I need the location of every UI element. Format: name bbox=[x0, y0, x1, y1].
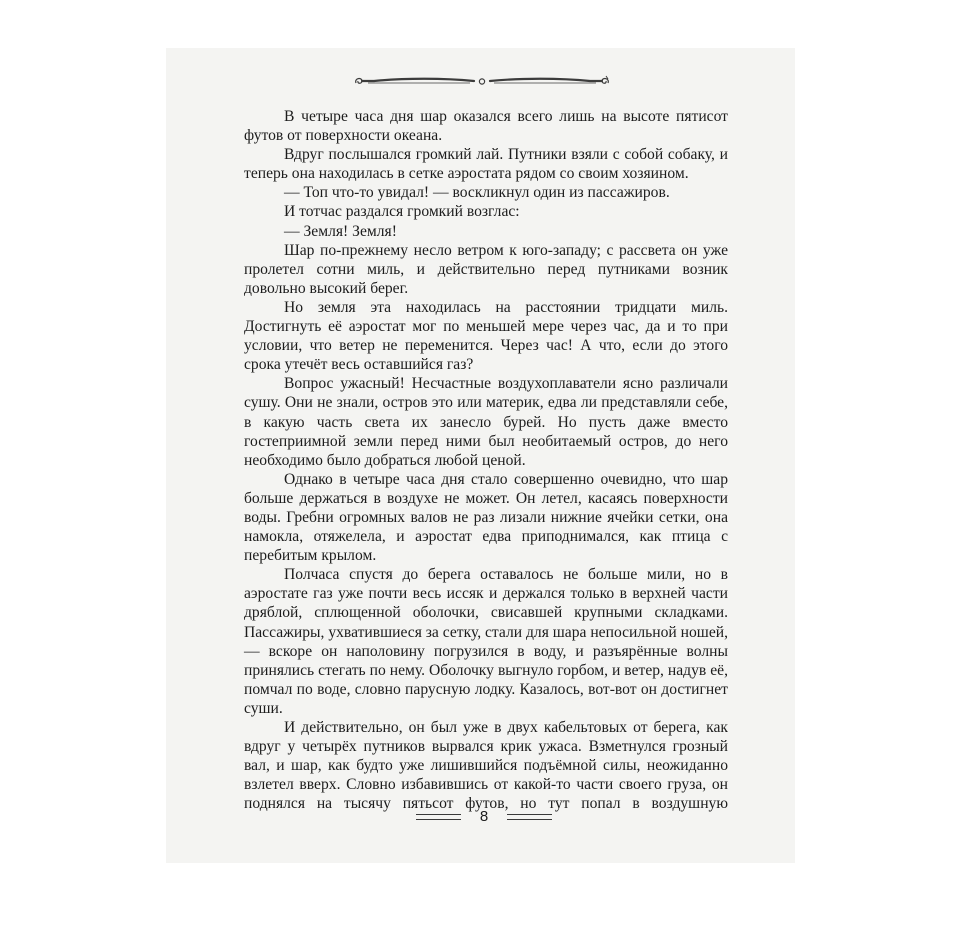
body-text bbox=[244, 107, 728, 813]
page-number: 8 bbox=[479, 808, 489, 825]
paragraph: Однако в четыре часа дня стало совершенно очевидно, что шар больше держаться в воздухе не может. Он летел, касаясь поверхности воды. Гребни огромных валов не раз лизали нижние ячейки сетки, она намокла, отяжелела, и аэростат едва приподнимался, как птица с перебитым крылом. bbox=[244, 470, 728, 565]
paragraph: Но земля эта находилась на расстоянии тридцати миль. Достигнуть её аэростат мог по меньшей мере через час, да и то при условии, что ветер не переменится. Через час! А что, если до этого срока утечёт весь оставшийся газ? bbox=[244, 298, 728, 374]
paragraph: И действительно, он был уже в двух кабельтовых от берега, как вдруг у четырёх путников вырвался крик ужаса. Взметнулся грозный вал, и шар, как будто уже лишившийся подъёмной силы, неожиданно взлетел вверх. Словно избавившись от какой-то части своего груза, он поднялся на тысячу пятьсот футов, но тут попал в воздушную bbox=[244, 719, 728, 813]
book-page bbox=[166, 48, 795, 863]
paragraph: Вопрос ужасный! Несчастные воздухоплаватели ясно различали сушу. Они не знали, остров это или материк, едва ли представляли себе, в какую часть света их занесло бурей. Но пусть даже вместо гостеприимной земли перед ними был необитаемый остров, до него необходимо было добраться любой ценой. bbox=[244, 375, 728, 469]
paragraph: — Топ что-то увидал! — воскликнул один из пассажиров. bbox=[284, 184, 670, 202]
paragraph: Шар по-прежнему несло ветром к юго-западу; с рассвета он уже пролетел сотни миль, и действительно перед путниками возник довольно высокий берег. bbox=[244, 241, 728, 297]
paragraph: В четыре часа дня шар оказался всего лишь на высоте пятисот футов от поверхности океана. bbox=[244, 108, 728, 145]
footer-rule-left bbox=[416, 814, 461, 820]
paragraph: И тотчас раздался громкий возглас: bbox=[284, 203, 520, 221]
paragraph: — Земля! Земля! bbox=[284, 222, 397, 240]
footer-rule-right bbox=[507, 814, 552, 820]
paragraph: Полчаса спустя до берега оставалось не больше мили, но в аэростате газ уже почти весь иссяк и держался только в верхней части дряблой, сплющенной оболочки, свисавшей крупными складками. Пассажиры, ухватившиеся за сетку, стали для шара непосильной ношей, — вскоре он наполовину погрузился в воду, и разъярённые волны принялись стегать по нему. Оболочку выгнуло горбом, и ветер, надув её, помчал по воде, словно парусную лодку. Казалось, вот-вот он достигнет суши. bbox=[244, 566, 728, 717]
page-footer bbox=[416, 807, 552, 827]
header-ornament bbox=[354, 74, 610, 88]
paragraph: Вдруг послышался громкий лай. Путники взяли с собой собаку, и теперь она находилась в сетке аэростата рядом со своим хозяином. bbox=[244, 146, 728, 183]
